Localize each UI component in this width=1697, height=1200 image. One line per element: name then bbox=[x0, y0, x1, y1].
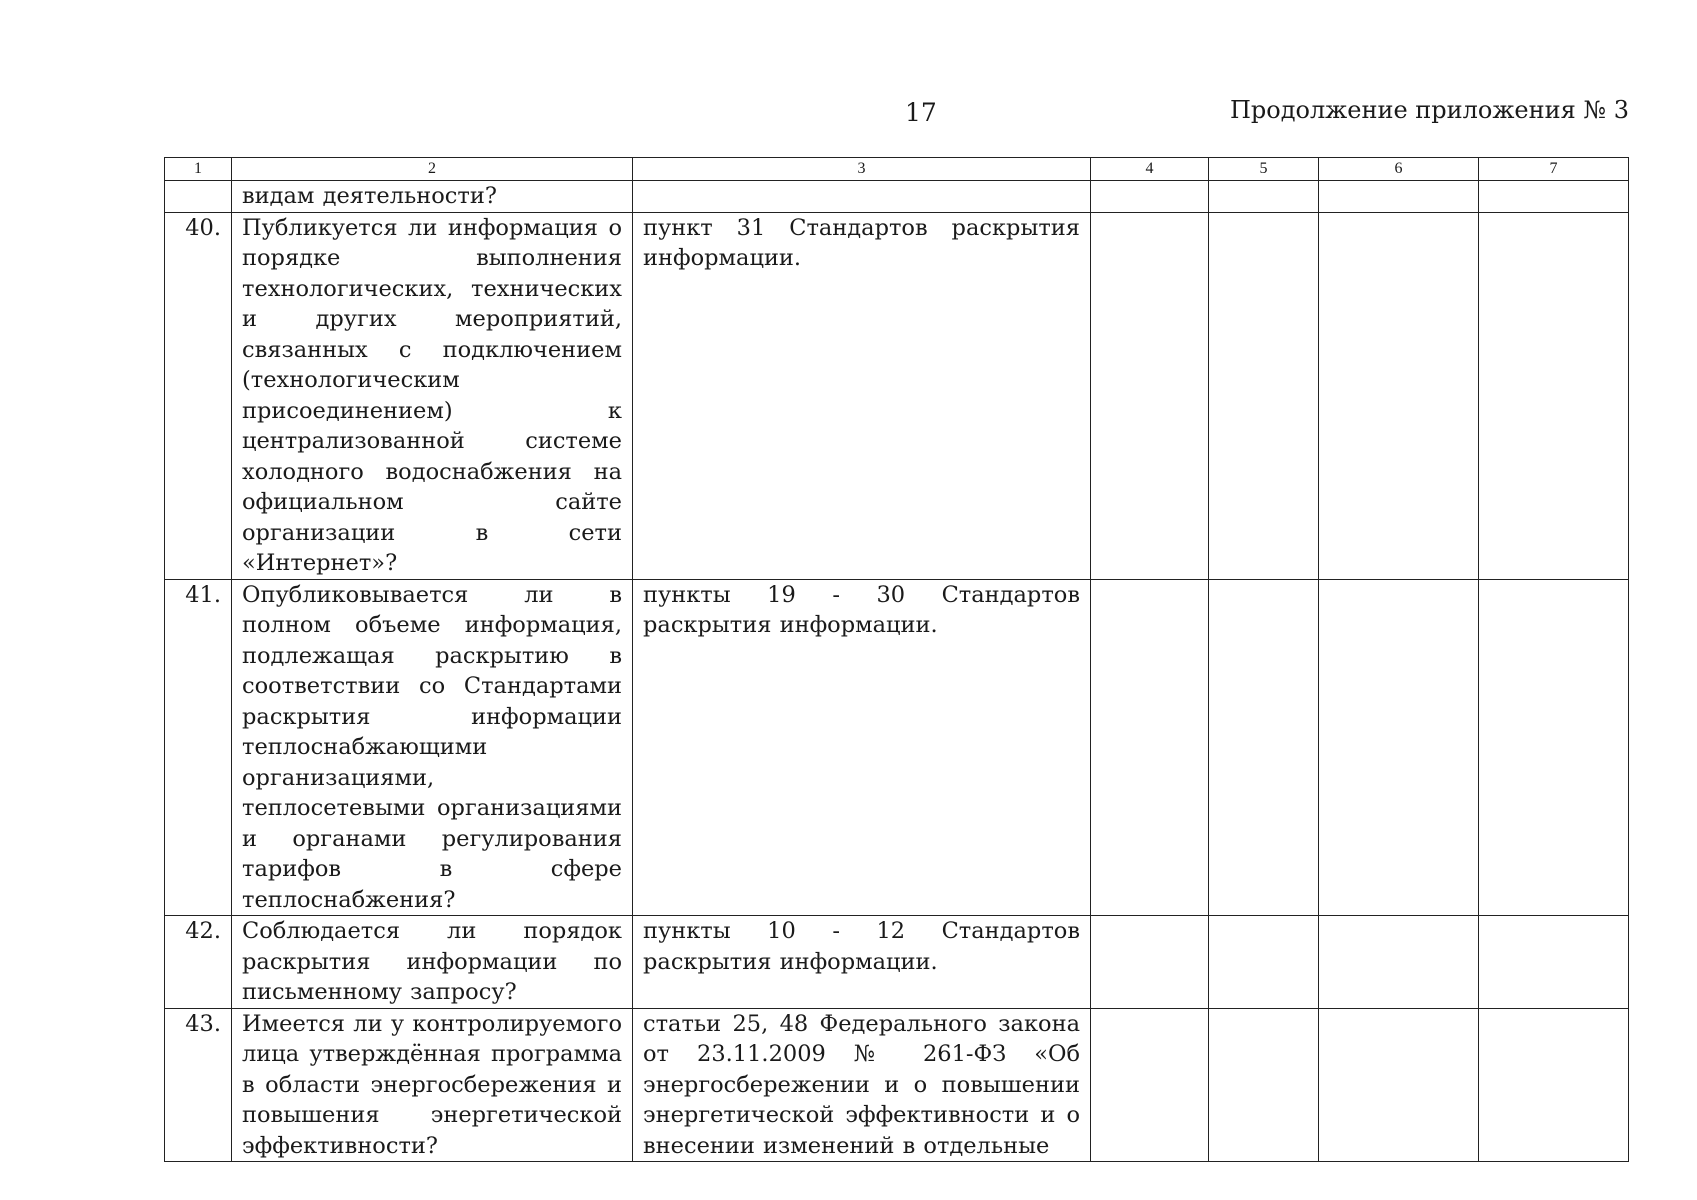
question-cell: Имеется ли у контролируемого лица утверждённая программа в области энергосбережения и повышения энергетической эффективности? bbox=[232, 1008, 633, 1162]
row-number-cell: 41. bbox=[165, 579, 232, 916]
empty-cell bbox=[1479, 916, 1629, 1009]
column-header: 5 bbox=[1209, 158, 1319, 181]
empty-cell bbox=[1319, 579, 1479, 916]
column-header: 3 bbox=[633, 158, 1091, 181]
empty-cell bbox=[1209, 579, 1319, 916]
table-row bbox=[165, 212, 1629, 579]
column-header: 2 bbox=[232, 158, 633, 181]
column-header: 1 bbox=[165, 158, 232, 181]
empty-cell bbox=[1091, 1008, 1209, 1162]
checklist-table bbox=[164, 157, 1629, 1162]
question-cell: Публикуется ли информация о порядке выполнения технологических, технических и других мероприятий, связанных с подключением (технологическим присоединением) к централизованной системе холодного водоснабжения на официальном сайте организации в сети «Интернет»? bbox=[232, 212, 633, 579]
empty-cell bbox=[1091, 212, 1209, 579]
column-header: 7 bbox=[1479, 158, 1629, 181]
column-header: 4 bbox=[1091, 158, 1209, 181]
page-number: 17 bbox=[905, 98, 937, 127]
question-cell: Опубликовывается ли в полном объеме информация, подлежащая раскрытию в соответствии со Стандартами раскрытия информации теплоснабжающими организациями, теплосетевыми организациями и органами регулирования тарифов в сфере теплоснабжения? bbox=[232, 579, 633, 916]
row-number-cell: 42. bbox=[165, 916, 232, 1009]
row-number-cell bbox=[165, 181, 232, 213]
empty-cell bbox=[1479, 579, 1629, 916]
empty-cell bbox=[1091, 181, 1209, 213]
table-row-continuation bbox=[165, 181, 1629, 213]
empty-cell bbox=[1319, 181, 1479, 213]
row-number-cell: 40. bbox=[165, 212, 232, 579]
question-cell: видам деятельности? bbox=[232, 181, 633, 213]
appendix-continuation-note: Продолжение приложения № 3 bbox=[1229, 96, 1629, 124]
basis-cell bbox=[633, 181, 1091, 213]
empty-cell bbox=[1209, 916, 1319, 1009]
column-number-row bbox=[165, 158, 1629, 181]
row-number-cell: 43. bbox=[165, 1008, 232, 1162]
empty-cell bbox=[1209, 212, 1319, 579]
basis-cell: статьи 25, 48 Федерального закона от 23.11.2009 № 261-ФЗ «Об энергосбережении и о повышении энергетической эффективности и о внесении изменений в отдельные bbox=[633, 1008, 1091, 1162]
empty-cell bbox=[1319, 916, 1479, 1009]
column-header: 6 bbox=[1319, 158, 1479, 181]
table-row bbox=[165, 579, 1629, 916]
empty-cell bbox=[1319, 1008, 1479, 1162]
basis-cell: пункт 31 Стандартов раскрытия информации. bbox=[633, 212, 1091, 579]
empty-cell bbox=[1479, 212, 1629, 579]
empty-cell bbox=[1319, 212, 1479, 579]
basis-cell: пункты 10 - 12 Стандартов раскрытия информации. bbox=[633, 916, 1091, 1009]
empty-cell bbox=[1479, 181, 1629, 213]
empty-cell bbox=[1091, 916, 1209, 1009]
empty-cell bbox=[1209, 1008, 1319, 1162]
table-row bbox=[165, 1008, 1629, 1162]
empty-cell bbox=[1209, 181, 1319, 213]
empty-cell bbox=[1091, 579, 1209, 916]
basis-cell: пункты 19 - 30 Стандартов раскрытия информации. bbox=[633, 579, 1091, 916]
question-cell: Соблюдается ли порядок раскрытия информации по письменному запросу? bbox=[232, 916, 633, 1009]
empty-cell bbox=[1479, 1008, 1629, 1162]
table-row bbox=[165, 916, 1629, 1009]
